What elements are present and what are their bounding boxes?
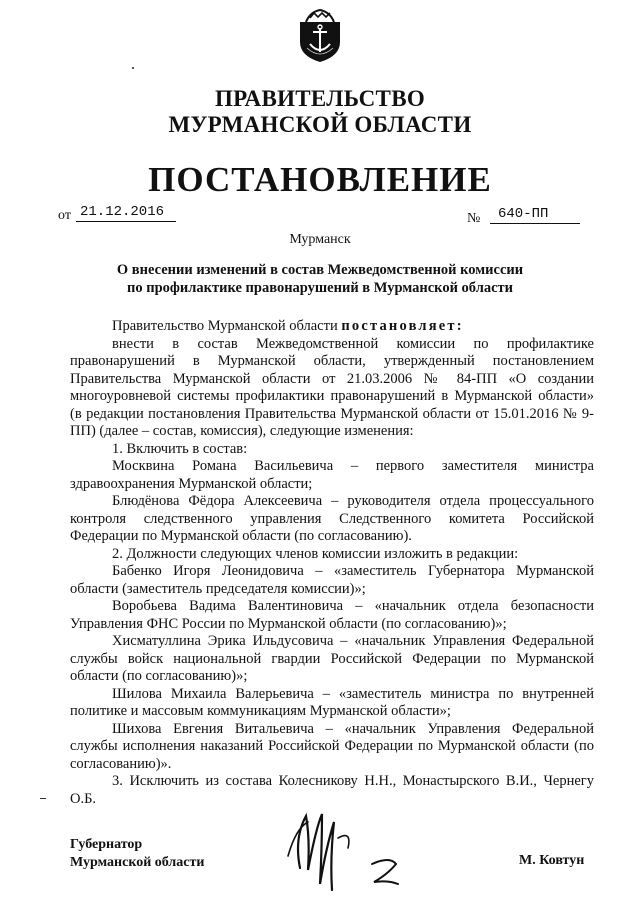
document-number: 640-ПП [490,206,580,224]
subject-line2: по профилактике правонарушений в Мурманской области [127,280,513,296]
document-type: ПОСТАНОВЛЕНИЕ [148,160,492,199]
margin-mark [40,798,46,799]
subject-line1: О внесении изменений в состав Межведомственной комиссии [116,262,524,278]
paragraph-2: 1. Включить в состав: [112,440,248,457]
number-prefix: № [467,211,481,226]
paragraph-6: Бабенко Игоря Леонидовича – «заместитель Губернатора Мурманской области (заместитель председателя комиссии)»; [70,563,594,597]
scan-speck [132,67,134,69]
paragraph-1: внести в состав Межведомственной комиссии по профилактике правонарушений в Мурманской области, утвержденный постановлением Правительства Мурманской области от 21.03.2006 № 84-ПП «О создании многоуровневой системы профилактики правонарушений в Мурманской области» (в редакции постановления Правительства Мурманской области от 15.01.2016 № 9-ПП) (далее – состав, комиссия), следующие изменения: [70,335,594,439]
city: Мурманск [289,232,351,247]
paragraph-5: 2. Должности следующих членов комиссии изложить в редакции: [112,545,519,562]
org-name-line1: ПРАВИТЕЛЬСТВО [214,86,426,111]
coat-of-arms-icon [296,8,344,64]
signatory-title-line1: Губернатор [70,837,143,852]
paragraph-7: Воробьева Вадима Валентиновича – «начальник отдела безопасности Управления ФНС России по Мурманской области (по согласованию)»; [70,598,594,632]
paragraph-3: Москвина Романа Васильевича – первого заместителя министра здравоохранения Мурманской области; [70,458,594,492]
intro-paragraph [70,318,594,336]
decree-word: постановляет: [341,318,464,334]
paragraph-9: Шилова Михаила Валерьевича – «заместитель министра по внутренней политике и массовым коммуникациям Мурманской области»; [70,685,594,719]
paragraph-10: Шихова Евгения Витальевича – «начальник Управления Федеральной службы исполнения наказаний Российской Федерации по Мурманской области (по согласованию)». [70,720,594,772]
paragraph-4: Блюдёнова Фёдора Алексеевича – руководителя отдела процессуального контроля следственного управления Следственного комитета Российской Федерации по Мурманской области (по согласованию). [70,493,594,544]
signatory-title-line2: Мурманской области [70,855,205,870]
org-name-line2: МУРМАНСКОЙ ОБЛАСТИ [168,112,472,137]
paragraph-8: Хисматуллина Эрика Ильдусовича – «начальник Управления Федеральной службы войск национальной гвардии Российской Федерации по Мурманской области (по согласованию)»; [70,633,594,684]
handwritten-signature [260,808,420,900]
paragraph-11: 3. Исключить из состава Колесникову Н.Н., Монастырского В.И., Чернегу О.Б. [70,773,594,807]
document-date: 21.12.2016 [76,204,176,222]
date-prefix: от [58,208,71,223]
intro-text: Правительство Мурманской области [112,318,342,334]
document-body [70,318,594,808]
signatory-name: М. Ковтун [519,853,585,868]
